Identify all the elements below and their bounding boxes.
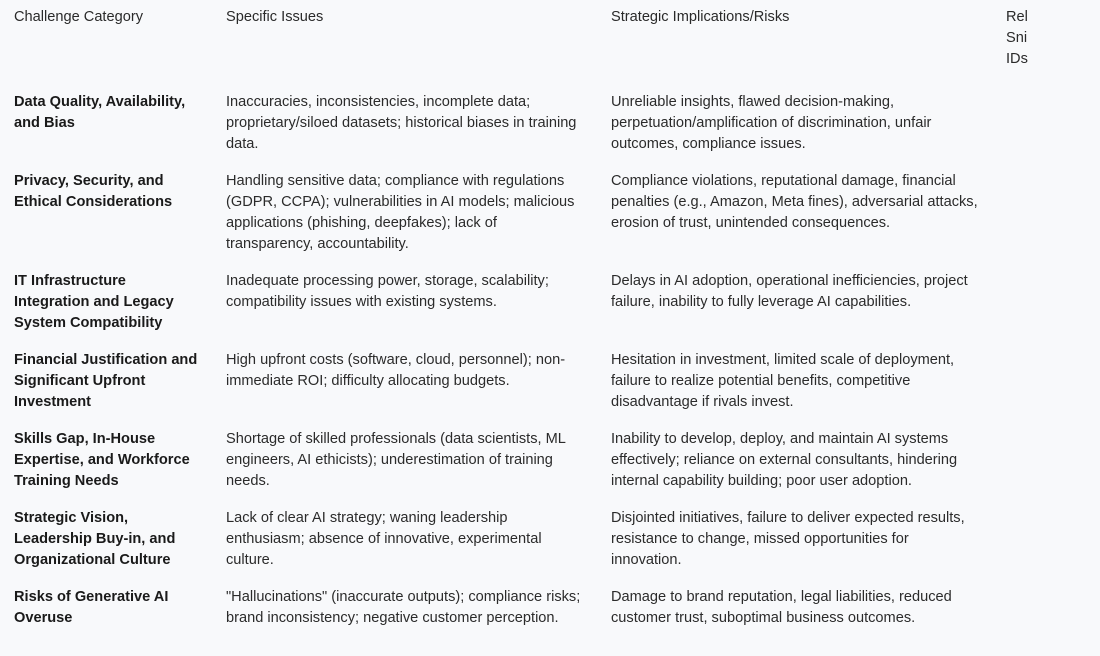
row-issues: Shortage of skilled professionals (data scientists, ML engineers, AI ethicists); underestimation of training needs. — [226, 431, 566, 489]
table-row — [0, 171, 1100, 271]
row-category: IT Infrastructure Integration and Legacy System Compatibility — [14, 273, 174, 331]
row-snippet-ids — [992, 350, 1100, 429]
row-implications: Inability to develop, deploy, and maintain AI systems effectively; reliance on external consultants, hindering internal capability building; poor user adoption. — [611, 431, 958, 489]
header-ref-line3: IDs — [1006, 51, 1028, 67]
table-row — [0, 429, 1100, 508]
row-snippet-ids — [992, 429, 1100, 508]
row-snippet-ids — [992, 90, 1100, 171]
row-category: Data Quality, Availability, and Bias — [14, 94, 186, 131]
table-row — [0, 350, 1100, 429]
row-issues: Handling sensitive data; compliance with regulations (GDPR, CCPA); vulnerabilities in AI models; malicious applications (phishing, deepfakes); lack of transparency, accountability. — [226, 173, 575, 252]
row-issues: Lack of clear AI strategy; waning leadership enthusiasm; absence of innovative, experimental culture. — [226, 510, 542, 568]
row-implications: Disjointed initiatives, failure to deliver expected results, resistance to change, missed opportunities for innovation. — [611, 510, 965, 568]
row-snippet-ids — [992, 587, 1100, 645]
row-implications: Unreliable insights, flawed decision-making, perpetuation/amplification of discrimination, unfair outcomes, compliance issues. — [611, 94, 932, 152]
row-implications: Hesitation in investment, limited scale of deployment, failure to realize potential benefits, competitive disadvantage if rivals invest. — [611, 352, 955, 410]
row-implications: Delays in AI adoption, operational inefficiencies, project failure, inability to fully leverage AI capabilities. — [611, 273, 968, 310]
row-snippet-ids — [992, 508, 1100, 587]
table-row — [0, 90, 1100, 171]
table-header-row — [0, 0, 1100, 90]
table-row — [0, 587, 1100, 645]
row-snippet-ids — [992, 271, 1100, 350]
table-row — [0, 508, 1100, 587]
row-category: Skills Gap, In-House Expertise, and Workforce Training Needs — [14, 431, 190, 489]
header-ref-line2: Sni — [1006, 30, 1028, 46]
table-row — [0, 271, 1100, 350]
row-category: Financial Justification and Significant Upfront Investment — [14, 352, 198, 410]
row-issues: "Hallucinations" (inaccurate outputs); compliance risks; brand inconsistency; negative customer perception. — [226, 589, 581, 626]
row-implications: Compliance violations, reputational damage, financial penalties (e.g., Amazon, Meta fines), adversarial attacks, erosion of trust, unintended consequences. — [611, 173, 978, 231]
header-challenge-category: Challenge Category — [14, 9, 143, 25]
row-issues: Inadequate processing power, storage, scalability; compatibility issues with existing systems. — [226, 273, 549, 310]
header-strategic-implications: Strategic Implications/Risks — [611, 9, 790, 25]
row-category: Risks of Generative AI Overuse — [14, 589, 169, 626]
row-issues: High upfront costs (software, cloud, personnel); non-immediate ROI; difficulty allocating budgets. — [226, 352, 566, 389]
header-ref-line1: Rel — [1006, 9, 1028, 25]
row-category: Strategic Vision, Leadership Buy-in, and Organizational Culture — [14, 510, 176, 568]
row-category: Privacy, Security, and Ethical Considerations — [14, 173, 173, 210]
row-issues: Inaccuracies, inconsistencies, incomplete data; proprietary/siloed datasets; historical biases in training data. — [226, 94, 577, 152]
row-implications: Damage to brand reputation, legal liabilities, reduced customer trust, suboptimal business outcomes. — [611, 589, 952, 626]
header-relevant-snippet-ids — [992, 0, 1100, 90]
row-snippet-ids — [992, 171, 1100, 271]
header-specific-issues: Specific Issues — [226, 9, 324, 25]
